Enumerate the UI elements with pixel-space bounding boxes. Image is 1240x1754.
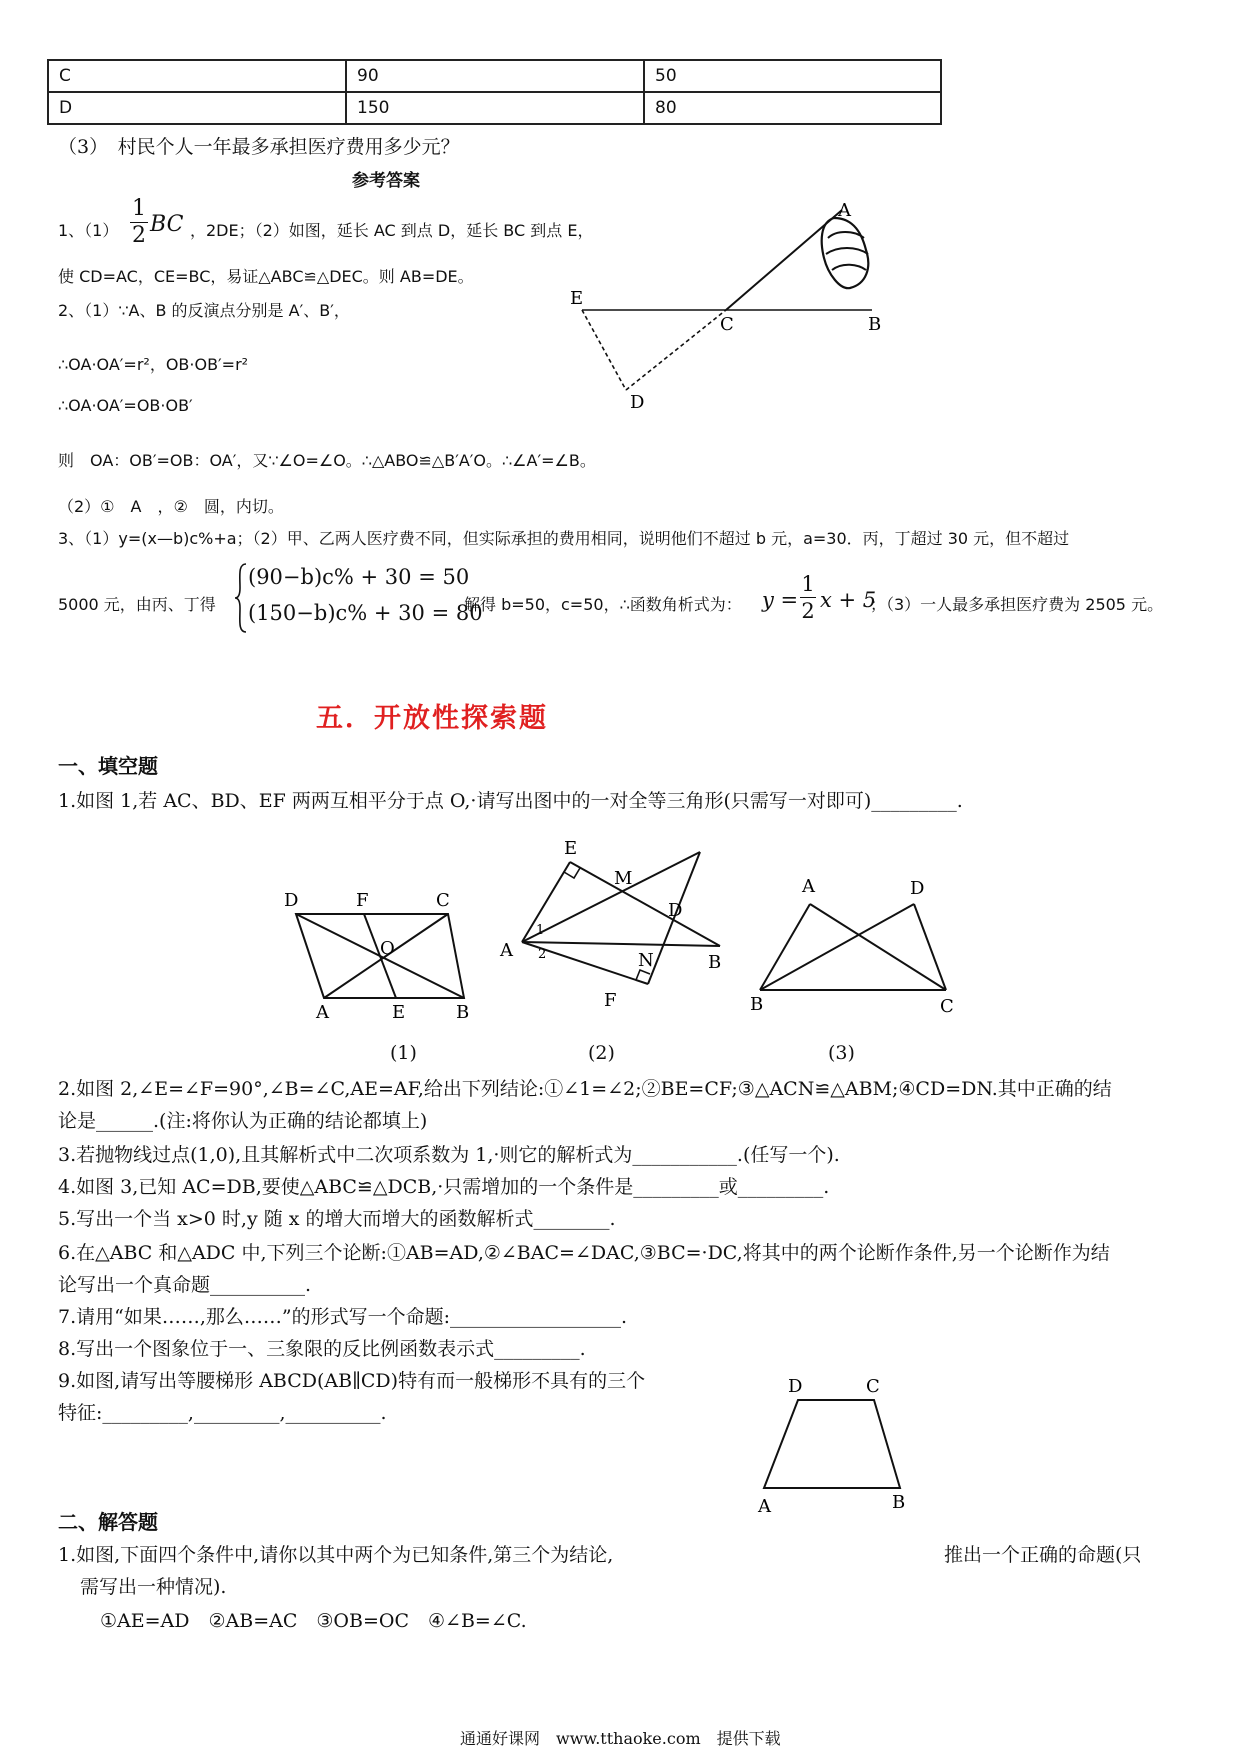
- point-label: D: [284, 890, 299, 911]
- part-2-question-1a: 1.如图,下面四个条件中,请你以其中两个为已知条件,第三个为结论,: [58, 1544, 614, 1566]
- point-label: C: [866, 1376, 880, 1397]
- question-3: 3.若抛物线过点(1,0),且其解析式中二次项系数为 1,·则它的解析式为___________.(任写一个).: [58, 1144, 840, 1166]
- table-cell: 80: [644, 92, 941, 124]
- figure-caption: (3): [828, 1042, 855, 1064]
- question-5: 5.写出一个当 x>0 时,y 随 x 的增大而增大的函数解析式________.: [58, 1208, 616, 1230]
- answer-2-line-5: （2）① A ，② 圆，内切。: [58, 497, 284, 516]
- line-ed: [582, 310, 626, 390]
- table-cell: 50: [644, 60, 941, 92]
- page-footer: 通通好课网 www.tthaoke.com 提供下载: [460, 1729, 781, 1748]
- table-cell: 90: [346, 60, 644, 92]
- point-label: E: [392, 1002, 406, 1018]
- question-1: 1.如图 1,若 AC、BD、EF 两两互相平分于点 O,·请写出图中的一对全等三角形(只需写一对即可)_________.: [58, 790, 963, 812]
- point-label: A: [316, 1002, 329, 1018]
- segment-eb: [570, 862, 720, 946]
- point-label: C: [940, 996, 954, 1017]
- point-label: B: [892, 1492, 906, 1513]
- segment-ab: [522, 942, 720, 946]
- question-2-line-1: 2.如图 2,∠E=∠F=90°,∠B=∠C,AE=AF,给出下列结论:①∠1=∠2;②BE=CF;③△ACN≌△ABM;④CD=DN.其中正确的结: [58, 1078, 1112, 1100]
- table-cell: 150: [346, 92, 644, 124]
- point-label: C: [720, 314, 734, 335]
- answer-3-tail: ；（3）一人最多承担医疗费为 2505 元。: [870, 595, 1164, 614]
- figure-2: [496, 834, 736, 1014]
- point-label: B: [868, 314, 882, 335]
- table-row: [48, 60, 941, 92]
- angle-label: 2: [538, 947, 547, 962]
- answer-2-line-1: 2、（1）∵A、B 的反演点分别是 A′、B′，: [58, 301, 350, 320]
- point-label: A: [838, 200, 851, 221]
- point-label: D: [788, 1376, 803, 1397]
- function-fraction: [800, 571, 816, 624]
- segment-ac: [810, 904, 946, 990]
- angle-label: 1: [536, 923, 545, 938]
- figure-caption: (1): [390, 1042, 417, 1064]
- point-label: M: [614, 868, 633, 889]
- point-label: E: [570, 288, 584, 309]
- figure-3: [748, 870, 968, 1020]
- fraction-numerator: 1: [132, 196, 146, 221]
- answer-1-variable: BC: [150, 212, 184, 237]
- answer-1-line-2: 使 CD=AC，CE=BC，易证△ABC≌△DEC。则 AB=DE。: [58, 267, 474, 286]
- question-7: 7.请用“如果……,那么……”的形式写一个命题:__________________.: [58, 1306, 628, 1328]
- answers-title: 参考答案: [352, 171, 420, 191]
- question-6-line-2: 论写出一个真命题__________.: [58, 1274, 312, 1296]
- part-1-heading: 一、填空题: [58, 754, 158, 778]
- part-2-question-1-conditions: ①AE=AD ②AB=AC ③OB=OC ④∠B=∠C.: [100, 1610, 527, 1632]
- fraction-denominator: 2: [801, 599, 815, 623]
- line-dc: [626, 310, 726, 390]
- answer-figure: [570, 198, 910, 418]
- right-angle-f: [636, 970, 650, 980]
- table-cell: D: [48, 92, 346, 124]
- system-brace: [234, 562, 248, 634]
- question-9-line-1: 9.如图,请写出等腰梯形 ABCD(AB∥CD)特有而一般梯形不具有的三个: [58, 1370, 646, 1392]
- point-label: A: [802, 876, 815, 897]
- point-label: F: [604, 990, 617, 1011]
- function-rest: x + 5: [820, 588, 877, 612]
- segment-dc: [914, 904, 946, 990]
- answer-3-mid: 解得 b=50，c=50，∴函数角析式为：: [464, 595, 742, 614]
- part-2-question-1b: 推出一个正确的命题(只: [944, 1544, 1142, 1566]
- point-label: D: [668, 900, 683, 921]
- point-label: D: [630, 392, 645, 413]
- answer-2-line-2: ∴OA·OA′=r²，OB·OB′=r²: [58, 355, 249, 374]
- answer-1-fraction: [130, 196, 148, 249]
- question-4: 4.如图 3,已知 AC=DB,要使△ABC≌△DCB,·只需增加的一个条件是_________或_________.: [58, 1176, 830, 1198]
- trapezoid-figure: [748, 1370, 918, 1520]
- table-row: [48, 92, 941, 124]
- equation-2: (150−b)c% + 30 = 80: [248, 601, 483, 625]
- segment-db: [760, 904, 914, 990]
- question-9-line-2: 特征:_________,_________,__________.: [58, 1402, 387, 1424]
- point-label: A: [758, 1496, 771, 1517]
- point-label: C: [436, 890, 450, 911]
- point-label: O: [380, 938, 395, 959]
- point-label: E: [564, 838, 578, 859]
- section-title: 五．开放性探索题: [316, 703, 548, 734]
- fee-table: [47, 59, 942, 125]
- point-label: N: [638, 950, 654, 971]
- figure-caption: (2): [588, 1042, 615, 1064]
- point-label: B: [750, 994, 764, 1015]
- answer-1-prefix: 1、（1）: [58, 221, 119, 240]
- point-label: A: [500, 940, 513, 961]
- point-label: B: [456, 1002, 470, 1018]
- part-2-heading: 二、解答题: [58, 1510, 158, 1534]
- question-6-line-1: 6.在△ABC 和△ADC 中,下列三个论断:①AB=AD,②∠BAC=∠DAC,③BC=·DC,将其中的两个论断作条件,另一个论断作为结: [58, 1242, 1110, 1264]
- trapezoid: [764, 1400, 900, 1488]
- question-2-line-2: 论是______.(注:将你认为正确的结论都填上): [58, 1110, 428, 1132]
- point-label: D: [910, 878, 925, 899]
- question-3-continued: （3） 村民个人一年最多承担医疗费用多少元？: [58, 136, 460, 158]
- fraction-denominator: 2: [132, 223, 146, 248]
- answer-3-line-1: 3、（1）y=(x—b)c%+a；（2）甲、乙两人医疗费不同，但实际承担的费用相同，说明他们不超过 b 元，a=30．丙，丁超过 30 元，但不超过: [58, 529, 1070, 548]
- fraction-numerator: 1: [801, 572, 815, 596]
- part-2-question-1-line-2: 需写出一种情况).: [80, 1576, 227, 1598]
- answer-1-text: ，2DE；（2）如图，延长 AC 到点 D，延长 BC 到点 E，: [190, 221, 594, 240]
- figure-1: [280, 878, 480, 1018]
- equation-1: (90−b)c% + 30 = 50: [248, 565, 470, 589]
- point-label: B: [708, 952, 722, 973]
- point-label: F: [356, 890, 369, 911]
- function-y: y =: [762, 588, 799, 612]
- pond-icon: [822, 218, 869, 288]
- question-8: 8.写出一个图象位于一、三象限的反比例函数表示式_________.: [58, 1338, 586, 1360]
- table-cell: C: [48, 60, 346, 92]
- answer-2-line-3: ∴OA·OA′=OB·OB′: [58, 396, 193, 415]
- answer-3-prefix: 5000 元，由丙、丁得: [58, 595, 216, 614]
- answer-2-line-4: 则 OA：OB′=OB：OA′，又∵∠O=∠O。∴△ABO≌△B′A′O。∴∠A′=∠B。: [58, 451, 596, 470]
